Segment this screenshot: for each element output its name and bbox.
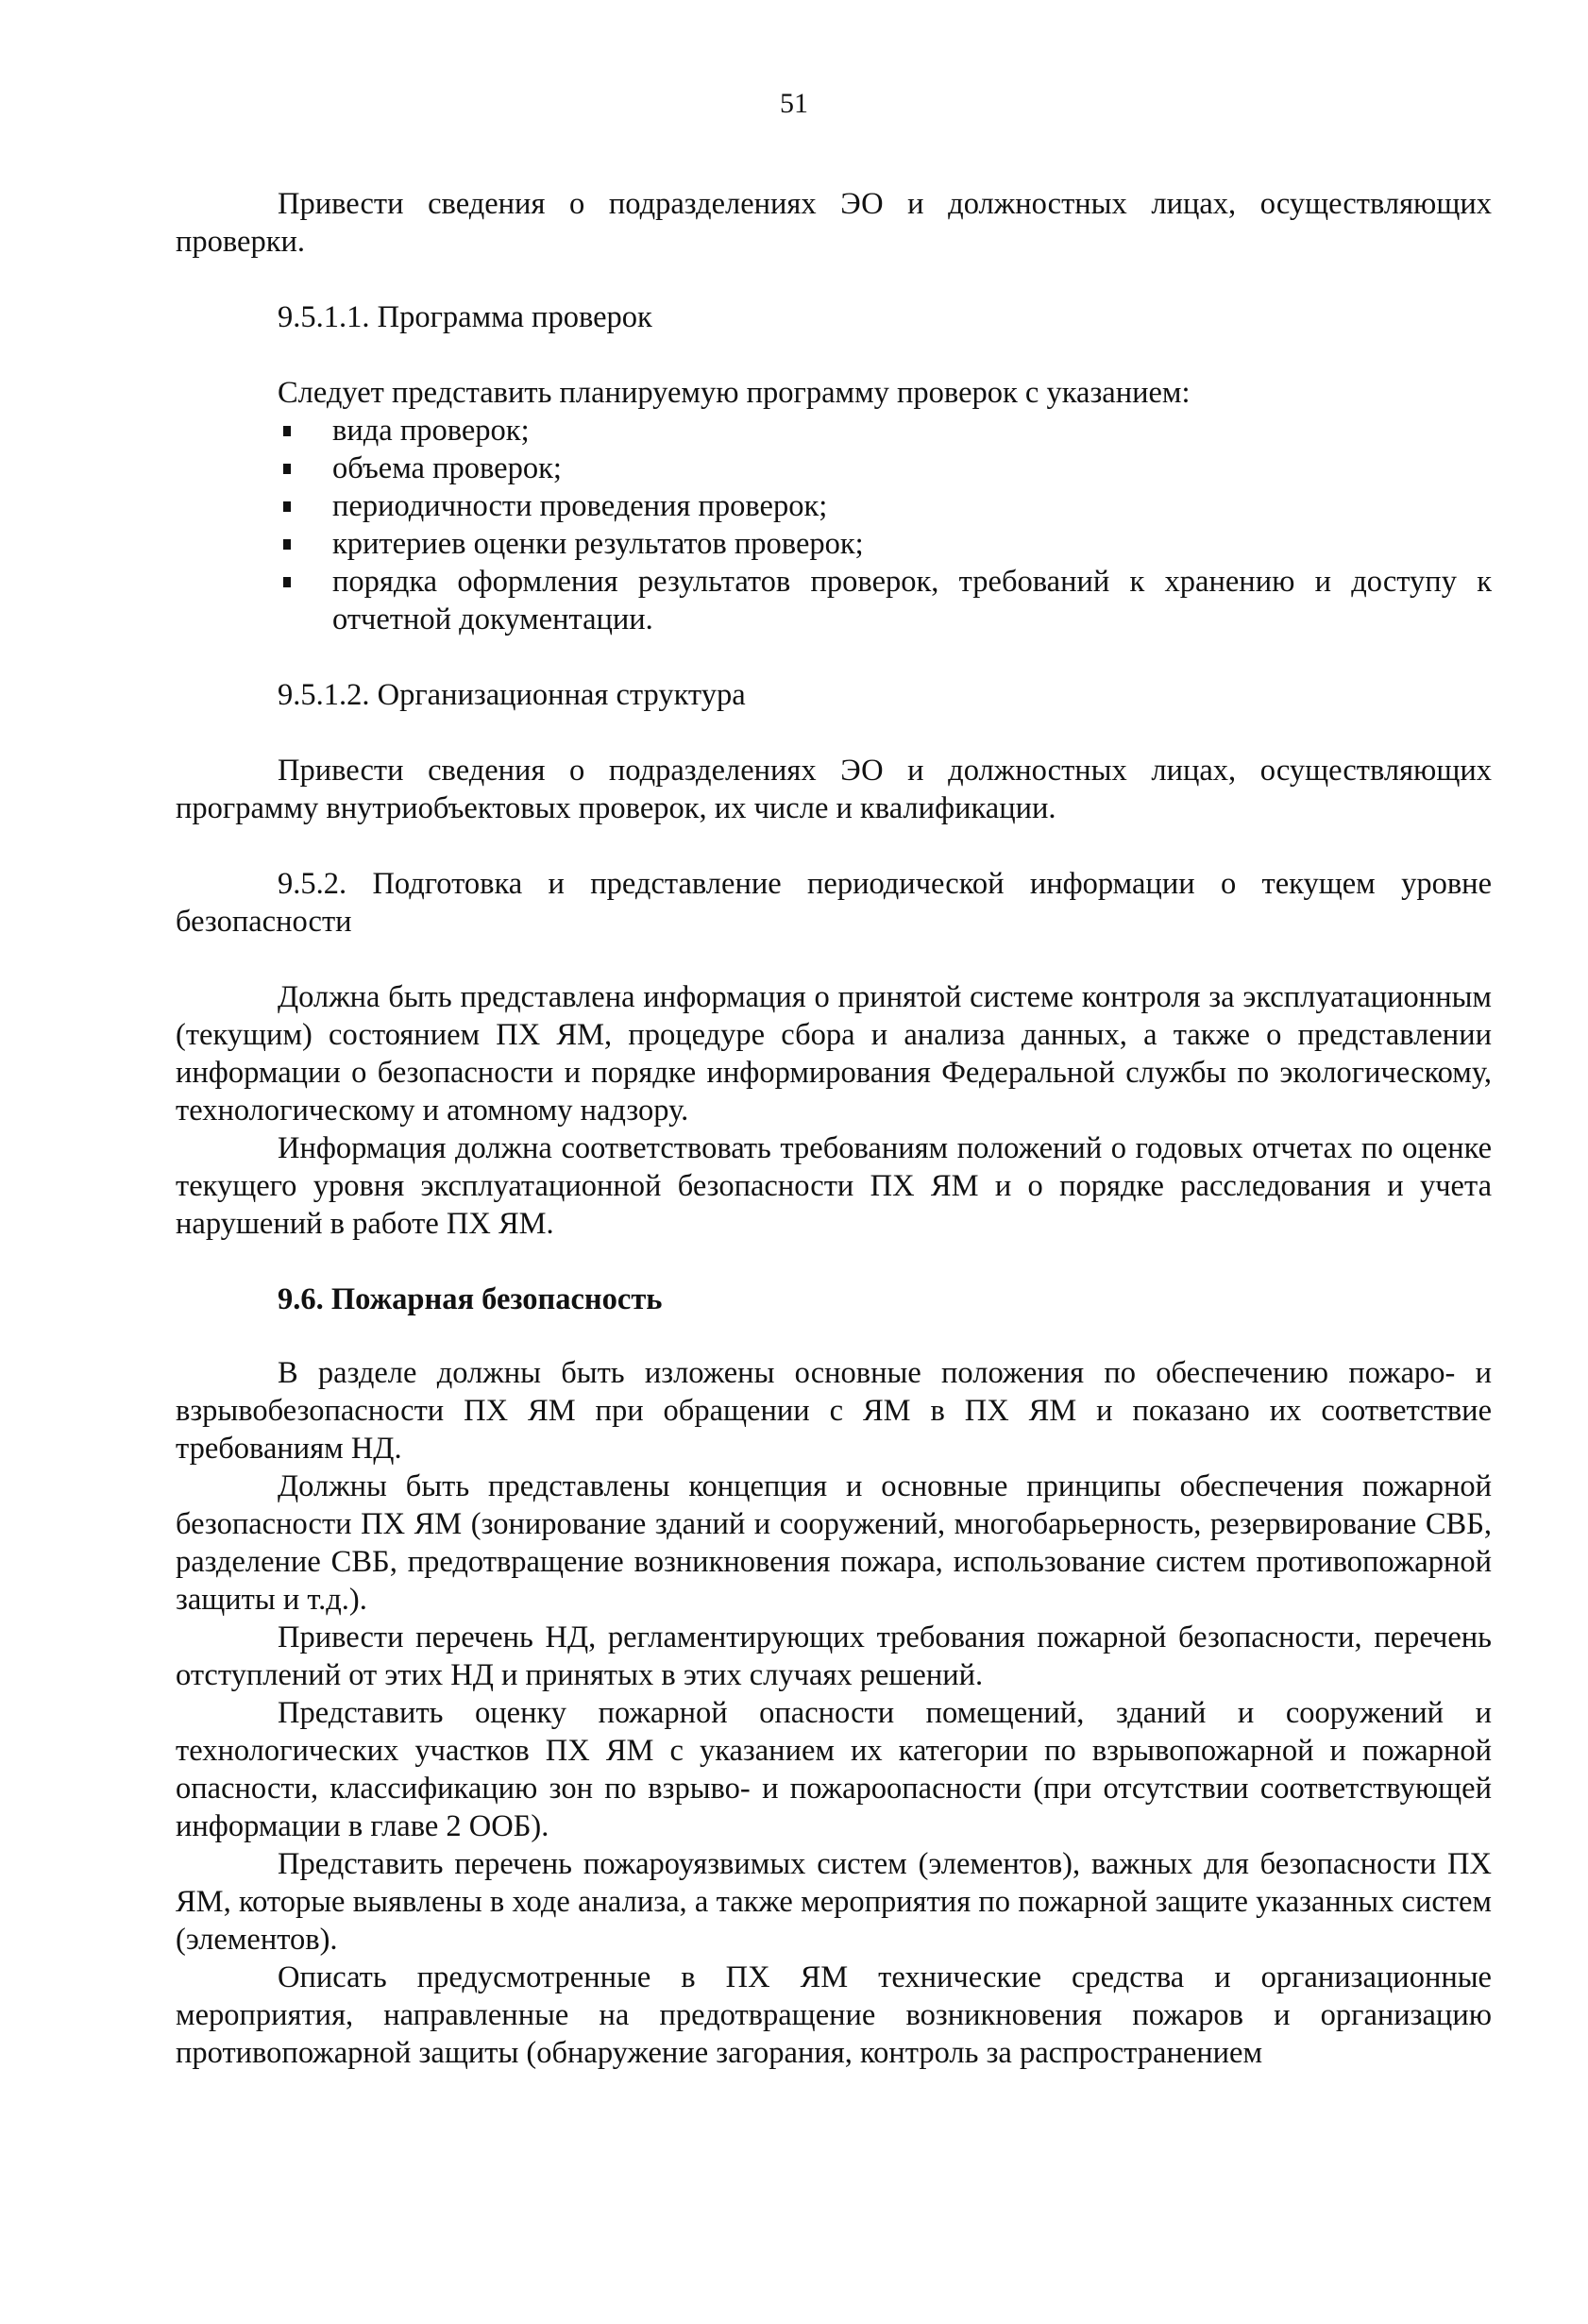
paragraph-org-structure: Привести сведения о подразделениях ЭО и должностных лицах, осуществляющих программу внутриобъектовых проверок, их числе и квалификации.	[176, 754, 1492, 825]
list-item: периодичности проведения проверок;	[176, 487, 1492, 525]
paragraph-fire-vulnerable-systems: Представить перечень пожароуязвимых систем (элементов), важных для безопасности ПХ ЯМ, которые выявлены в ходе анализа, а также мероприятия по пожарной защите указанных систем (элементов).	[176, 1847, 1492, 1957]
document-body	[176, 185, 1492, 2072]
paragraph-fire-hazard-assessment: Представить оценку пожарной опасности помещений, зданий и сооружений и технологических участков ПХ ЯМ с указанием их категории по взрывопожарной и пожарной опасности, классификацию зон по взрыво- и пожароопасности (при отсутствии соответствующей информации в главе 2 ООБ).	[176, 1696, 1492, 1843]
paragraph-fire-norms: Привести перечень НД, регламентирующих требования пожарной безопасности, перечень отступлений от этих НД и принятых в этих случаях решений.	[176, 1620, 1492, 1692]
inspection-program-list	[176, 412, 1492, 638]
list-item: объема проверок;	[176, 450, 1492, 487]
bullet-icon	[283, 577, 291, 587]
paragraph-control-system: Должна быть представлена информация о принятой системе контроля за эксплуатационным (текущим) состоянием ПХ ЯМ, процедуре сбора и анализа данных, а также о представлении информации о безопасности и порядке информирования Федеральной службы по экологическому, технологическому и атомному надзору.	[176, 980, 1492, 1128]
list-item: порядка оформления результатов проверок, требований к хранению и доступу к отчетной документации.	[176, 563, 1492, 638]
bullet-icon	[283, 539, 291, 550]
section-heading-inspection-program: 9.5.1.1. Программа проверок	[278, 300, 652, 334]
paragraph-fire-provisions: В разделе должны быть изложены основные положения по обеспечению пожаро- и взрывобезопасности ПХ ЯМ при обращении с ЯМ в ПХ ЯМ и показано их соответствие требованиям НД.	[176, 1356, 1492, 1466]
paragraph-annual-reports: Информация должна соответствовать требованиям положений о годовых отчетах по оценке текущего уровня эксплуатационной безопасности ПХ ЯМ и о порядке расследования и учета нарушений в работе ПХ ЯМ.	[176, 1131, 1492, 1241]
list-item: критериев оценки результатов проверок;	[176, 525, 1492, 563]
section-heading-periodic-info: 9.5.2. Подготовка и представление периодической информации о текущем уровне безопасности	[176, 867, 1492, 939]
list-item: вида проверок;	[176, 412, 1492, 450]
paragraph-inspection-staff: Привести сведения о подразделениях ЭО и должностных лицах, осуществляющих проверки.	[176, 187, 1492, 259]
bullet-icon	[283, 464, 291, 474]
paragraph-fire-concept: Должны быть представлены концепция и основные принципы обеспечения пожарной безопасности ПХ ЯМ (зонирование зданий и сооружений, многобарьерность, резервирование СВБ, разделение СВБ, предотвращение возникновения пожара, использование систем противопожарной защиты и т.д.).	[176, 1469, 1492, 1617]
paragraph-program-intro: Следует представить планируемую программу проверок с указанием:	[278, 376, 1191, 410]
section-heading-org-structure: 9.5.1.2. Организационная структура	[278, 678, 746, 712]
bullet-icon	[283, 501, 291, 512]
bullet-icon	[283, 426, 291, 436]
page-number: 51	[780, 88, 808, 119]
paragraph-fire-protection-means: Описать предусмотренные в ПХ ЯМ технические средства и организационные мероприятия, направленные на предотвращение возникновения пожаров и организацию противопожарной защиты (обнаружение загорания, контроль за распространением	[176, 1960, 1492, 2070]
section-heading-fire-safety: 9.6. Пожарная безопасность	[278, 1282, 663, 1316]
